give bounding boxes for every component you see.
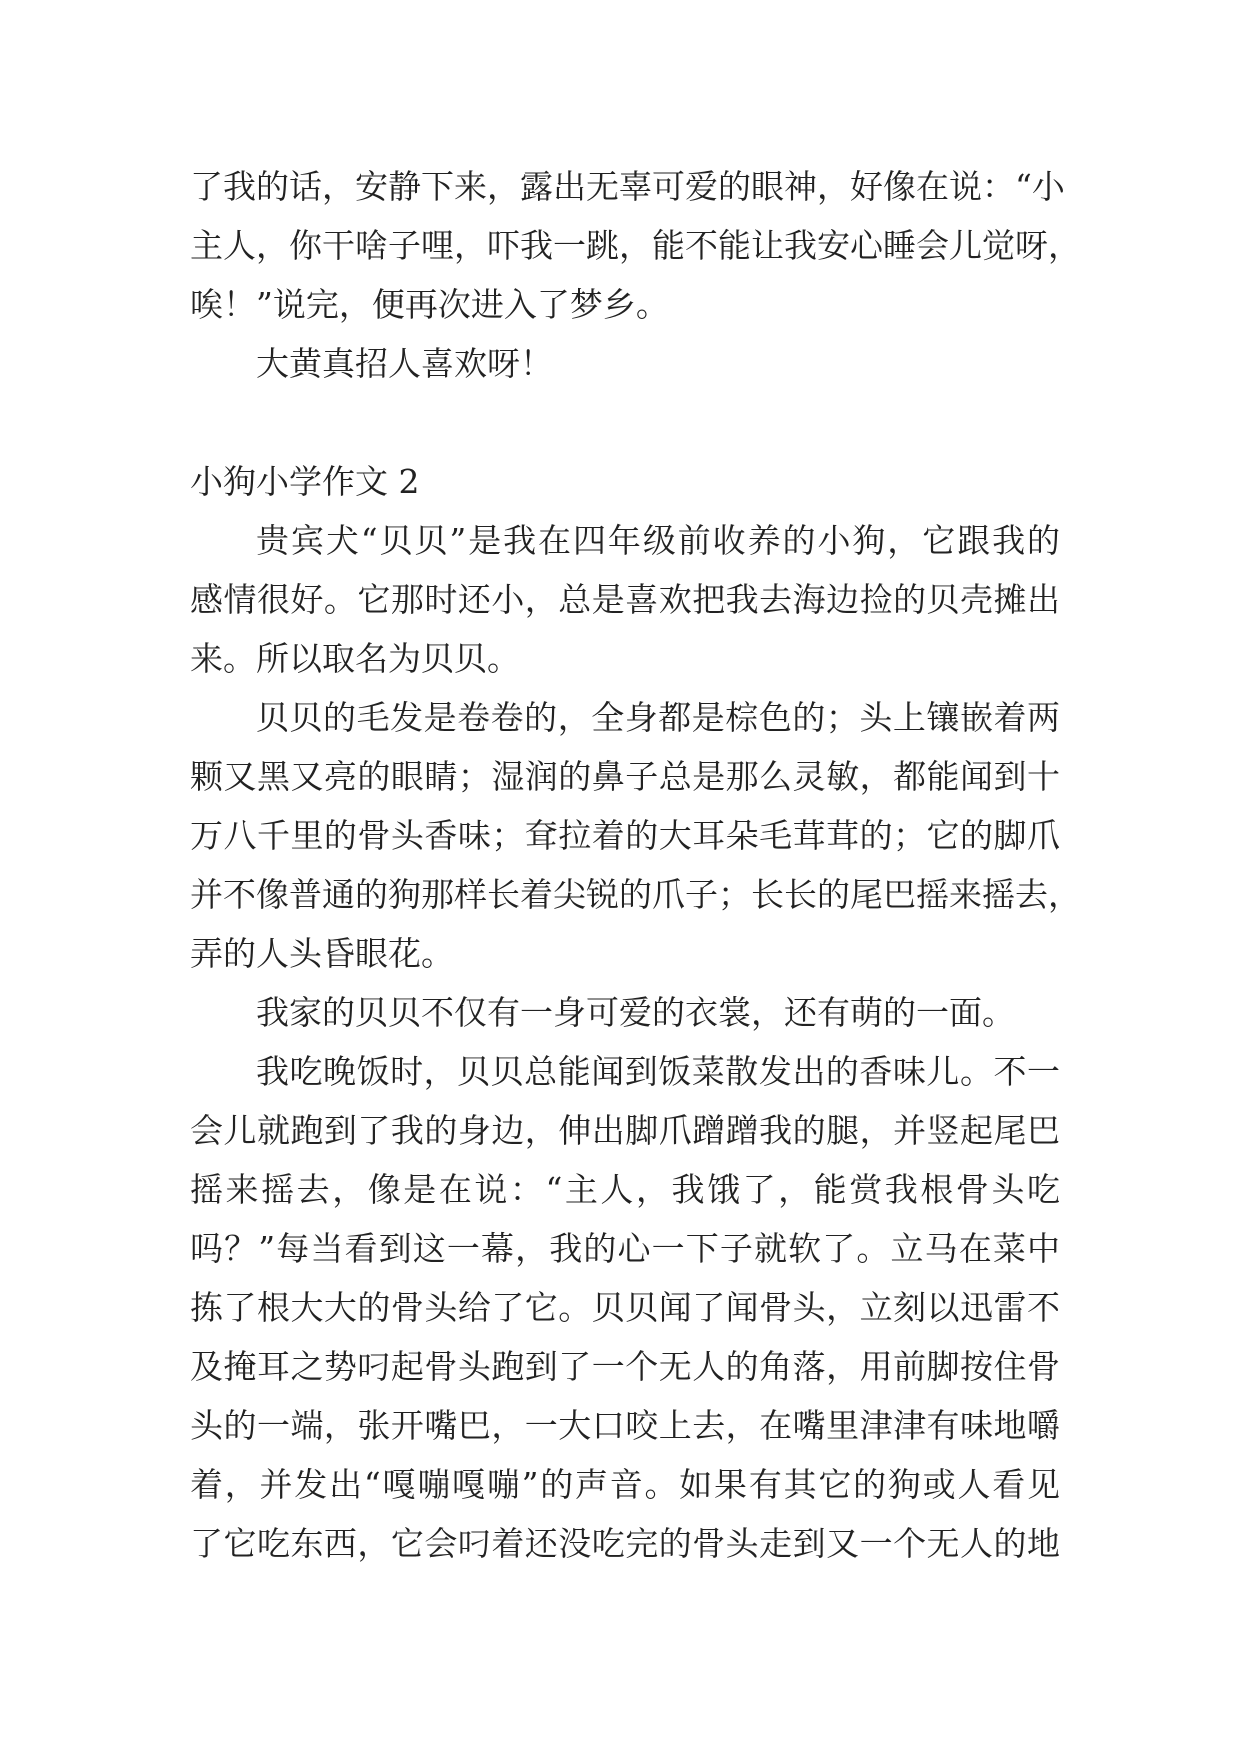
text-line: 拣了根大大的骨头给了它。贝贝闻了闻骨头，立刻以迅雷不 [190, 1288, 1060, 1327]
text-line: 主人，你干啥子哩，吓我一跳，能不能让我安心睡会儿觉呀， [190, 226, 1081, 265]
text-line: 万八千里的骨头香味；耷拉着的大耳朵毛茸茸的；它的脚爪 [190, 816, 1060, 855]
text-line: 吗？”每当看到这一幕，我的心一下子就软了。立马在菜中 [190, 1229, 1060, 1268]
text-line: 会儿就跑到了我的身边，伸出脚爪蹭蹭我的腿，并竖起尾巴 [190, 1111, 1060, 1150]
document-body [190, 157, 1081, 1573]
text-line: 摇来摇去，像是在说：“主人，我饿了，能赏我根骨头吃 [190, 1170, 1060, 1209]
text-line: 唉！”说完，便再次进入了梦乡。 [190, 285, 669, 324]
section-heading: 小狗小学作文 2 [190, 462, 420, 501]
text-line: 我家的贝贝不仅有一身可爱的衣裳，还有萌的一面。 [256, 993, 1015, 1032]
paragraph [190, 511, 1060, 688]
paragraph [190, 334, 1060, 393]
paragraph [190, 1042, 1060, 1573]
text-line: 了它吃东西，它会叼着还没吃完的骨头走到又一个无人的地 [190, 1524, 1060, 1563]
text-line: 我吃晚饭时，贝贝总能闻到饭菜散发出的香味儿。不一 [256, 1052, 1060, 1091]
text-line: 贝贝的毛发是卷卷的，全身都是棕色的；头上镶嵌着两 [256, 698, 1060, 737]
paragraph [190, 688, 1081, 983]
text-line: 来。所以取名为贝贝。 [190, 639, 520, 678]
blank-line [190, 393, 1060, 452]
text-line: 贵宾犬“贝贝”是我在四年级前收养的小狗，它跟我的 [256, 521, 1060, 560]
text-line: 及掩耳之势叼起骨头跑到了一个无人的角落，用前脚按住骨 [190, 1347, 1060, 1386]
text-line: 弄的人头昏眼花。 [190, 934, 454, 973]
paragraph [190, 983, 1060, 1042]
text-line: 颗又黑又亮的眼睛；湿润的鼻子总是那么灵敏，都能闻到十 [190, 757, 1060, 796]
text-line: 着，并发出“嘎嘣嘎嘣”的声音。如果有其它的狗或人看见 [190, 1465, 1060, 1504]
text-line: 大黄真招人喜欢呀！ [256, 344, 553, 383]
text-line: 感情很好。它那时还小，总是喜欢把我去海边捡的贝壳摊出 [190, 580, 1060, 619]
text-line: 了我的话，安静下来，露出无辜可爱的眼神，好像在说：“小 [190, 167, 1065, 206]
paragraph [190, 157, 1081, 334]
text-line: 头的一端，张开嘴巴，一大口咬上去，在嘴里津津有味地嚼 [190, 1406, 1060, 1445]
text-line: 并不像普通的狗那样长着尖锐的爪子；长长的尾巴摇来摇去， [190, 875, 1081, 914]
